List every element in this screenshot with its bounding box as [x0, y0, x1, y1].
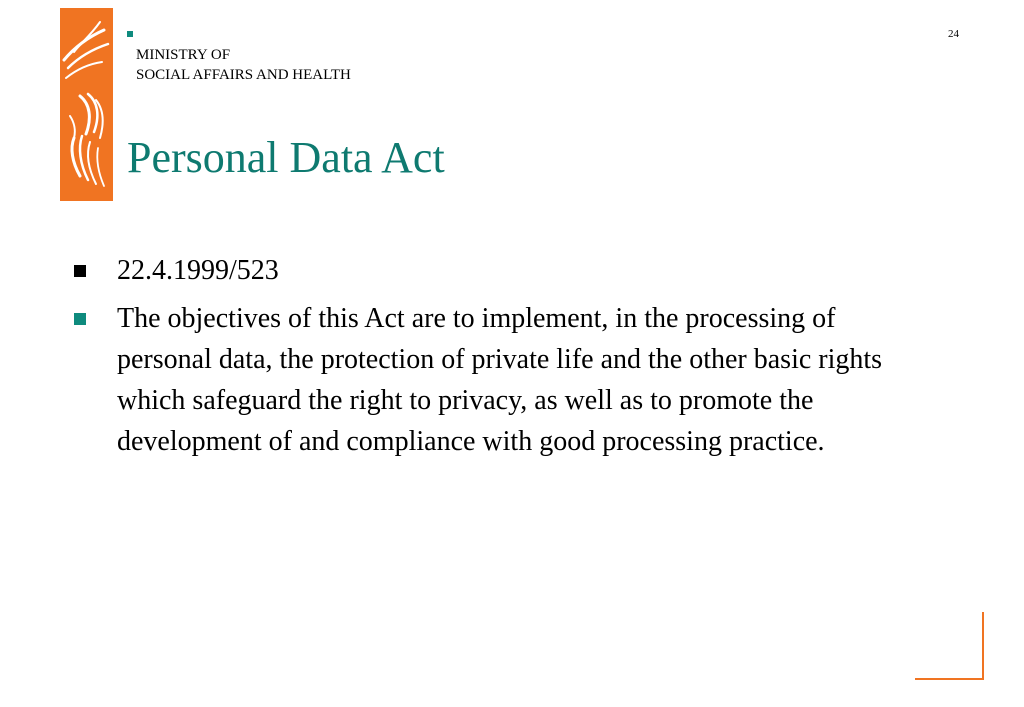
- slide-number: 24: [948, 28, 959, 40]
- header-square-icon: [127, 31, 133, 37]
- bullet-text: The objectives of this Act are to implement, in the processing of personal data, the protection of private life and the other basic rights which safeguard the right to privacy, as well as to promote the development of and compliance with good processing practice.: [117, 303, 883, 457]
- ministry-logo-icon: [60, 8, 113, 201]
- square-bullet-icon: [74, 313, 86, 325]
- corner-bracket-horizontal: [915, 678, 984, 680]
- slide-title: Personal Data Act: [127, 133, 445, 182]
- bullet-item: [72, 250, 932, 291]
- bullet-list: [72, 250, 932, 469]
- organization-name: [136, 45, 351, 85]
- organization-line-2: SOCIAL AFFAIRS AND HEALTH: [136, 67, 351, 83]
- organization-line-1: MINISTRY OF: [136, 47, 231, 63]
- square-bullet-icon: [74, 265, 86, 277]
- bullet-text: 22.4.1999/523: [117, 255, 279, 286]
- corner-bracket-vertical: [982, 612, 984, 680]
- bullet-item: [72, 298, 932, 462]
